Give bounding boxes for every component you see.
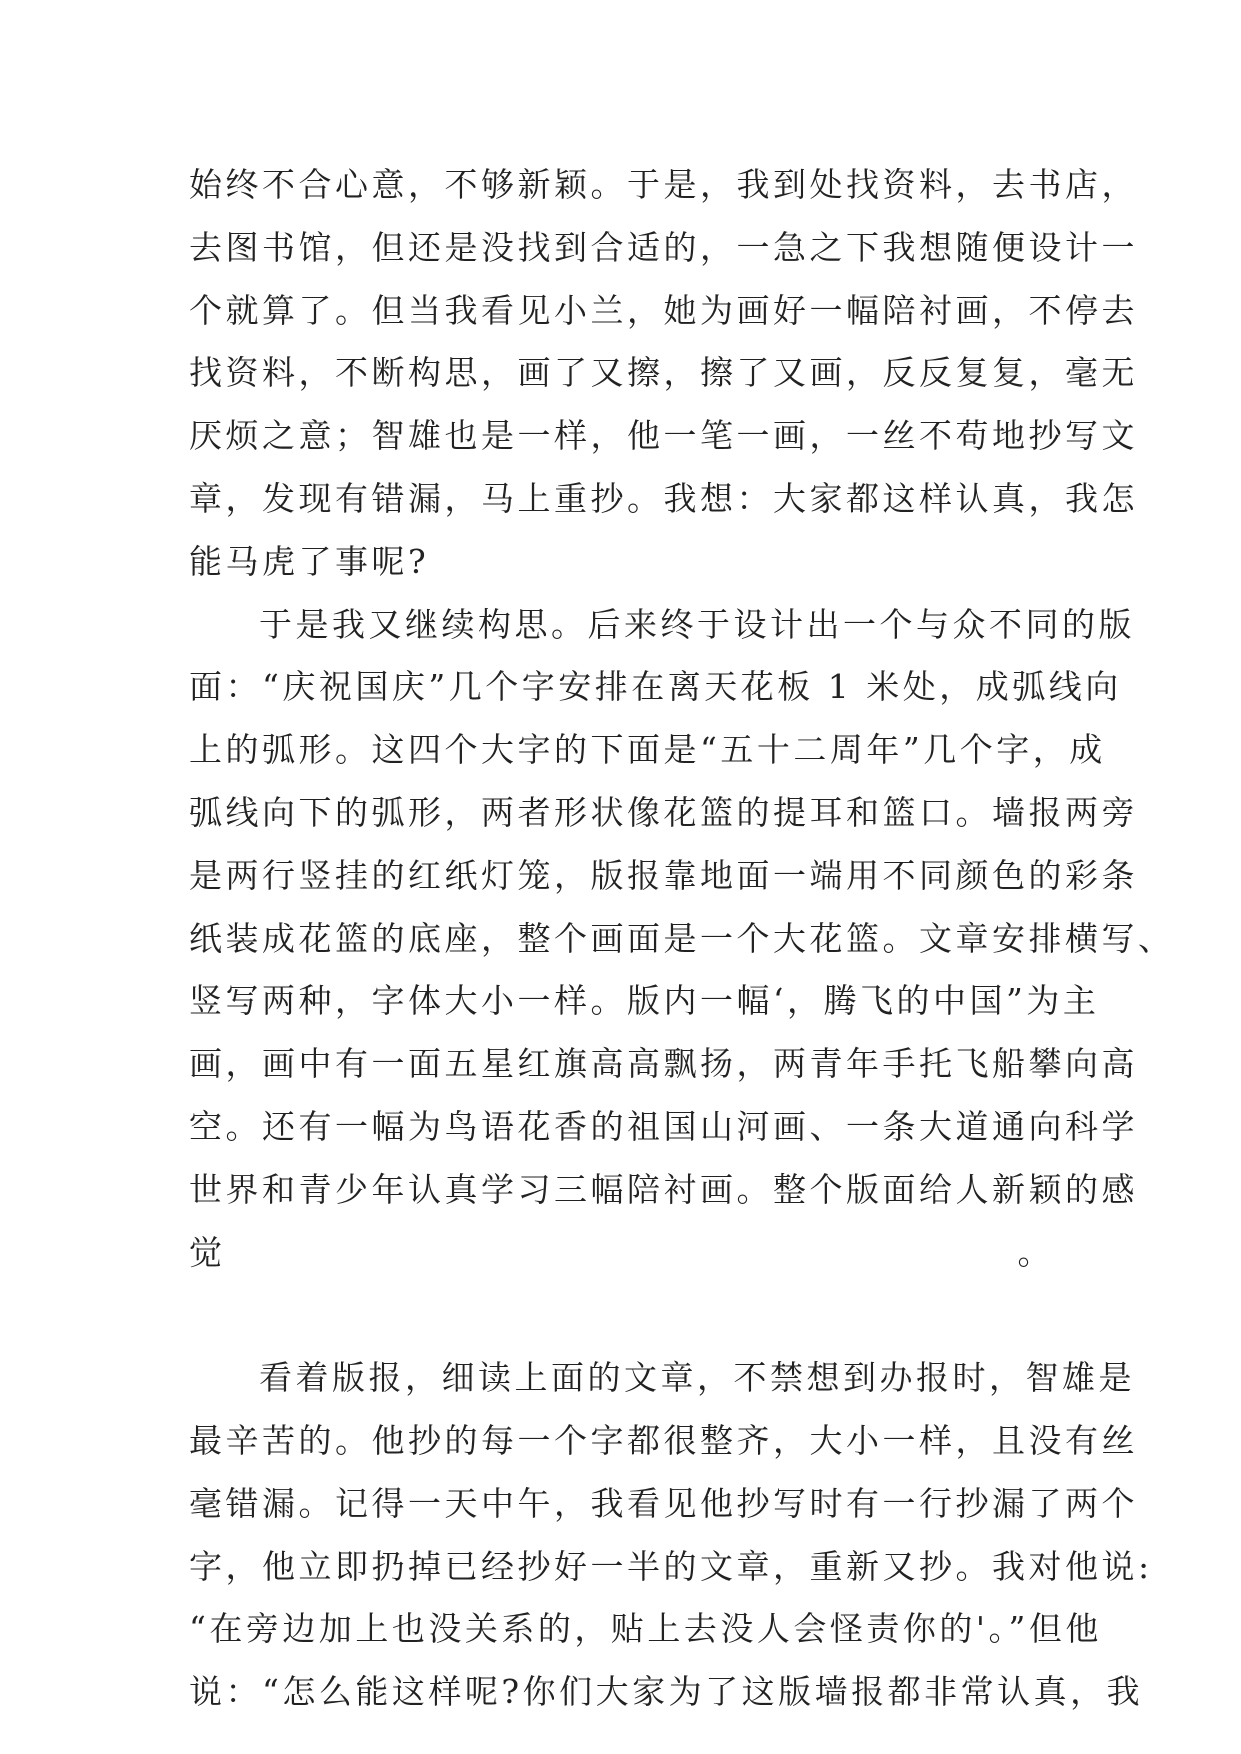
paragraph-1 bbox=[189, 154, 1138, 594]
text-line: 找资料，不断构思，画了又擦，擦了又画，反反复复，毫无 bbox=[189, 353, 1138, 393]
text-line: 能马虎了事呢? bbox=[189, 541, 430, 581]
text-line: 空。还有一幅为鸟语花香的祖国山河画、一条大道通向科学 bbox=[189, 1106, 1138, 1146]
text-line: 于是我又继续构思。后来终于设计出一个与众不同的版 bbox=[259, 604, 1135, 644]
text-line: 面：“庆祝国庆”几个字安排在离天花板 1 米处，成弧线向 bbox=[189, 667, 1122, 707]
body-text bbox=[189, 154, 1175, 1724]
text-line: 是两行竖挂的红纸灯笼，版报靠地面一端用不同颜色的彩条 bbox=[189, 855, 1138, 895]
text-line: 竖写两种，字体大小一样。版内一幅‘，腾飞的中国”为主 bbox=[189, 981, 1100, 1021]
text-line: 世界和青少年认真学习三幅陪衬画。整个版面给人新颖的感 bbox=[189, 1169, 1138, 1209]
text-line: 觉。 bbox=[189, 1232, 1054, 1272]
text-line: 厌烦之意；智雄也是一样，他一笔一画，一丝不苟地抄写文 bbox=[189, 416, 1138, 456]
paragraph-2 bbox=[189, 594, 1175, 1348]
text-line: 上的弧形。这四个大字的下面是“五十二周年”几个字，成 bbox=[189, 730, 1106, 770]
text-line: 看着版报，细读上面的文章，不禁想到办报时，智雄是 bbox=[259, 1358, 1135, 1398]
text-line: 字，他立即扔掉已经抄好一半的文章，重新又抄。我对他说: bbox=[189, 1546, 1153, 1586]
text-line: 纸装成花篮的底座，整个画面是一个大花篮。文章安排横写、 bbox=[189, 918, 1175, 958]
text-line: 说：“怎么能这样呢?你们大家为了这版墙报都非常认真，我 bbox=[189, 1672, 1144, 1712]
paragraph-3 bbox=[189, 1347, 1153, 1724]
text-line bbox=[189, 1284, 1054, 1347]
text-line: 最辛苦的。他抄的每一个字都很整齐，大小一样，且没有丝 bbox=[189, 1420, 1138, 1460]
text-line: 毫错漏。记得一天中午，我看见他抄写时有一行抄漏了两个 bbox=[189, 1483, 1138, 1523]
text-line: 画，画中有一面五星红旗高高飘扬，两青年手托飞船攀向高 bbox=[189, 1044, 1138, 1084]
text-line: 个就算了。但当我看见小兰，她为画好一幅陪衬画，不停去 bbox=[189, 290, 1138, 330]
text-line: “在旁边加上也没关系的，贴上去没人会怪责你的'。”但他 bbox=[189, 1609, 1102, 1649]
text-line: 弧线向下的弧形，两者形状像花篮的提耳和篮口。墙报两旁 bbox=[189, 792, 1138, 832]
text-line: 去图书馆，但还是没找到合适的，一急之下我想随便设计一 bbox=[189, 227, 1138, 267]
text-line: 始终不合心意，不够新颖。于是，我到处找资料，去书店， bbox=[189, 165, 1138, 204]
text-line: 章，发现有错漏，马上重抄。我想：大家都这样认真，我怎 bbox=[189, 478, 1138, 518]
